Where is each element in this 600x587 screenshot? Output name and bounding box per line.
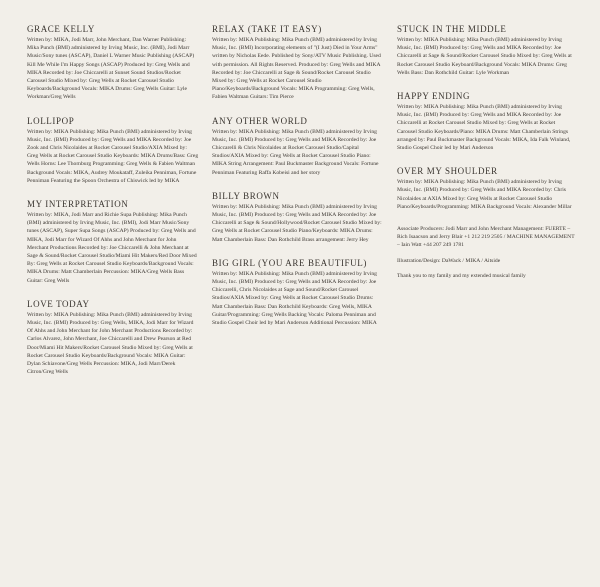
column-1 xyxy=(27,24,199,391)
song-credits-text: Written by: MIKA Publishing: Mika Punch (BMI) administered by Irving Music, Inc. (BMI) Produced by: Greg Wells and MIKA Recorded by: Joe Chiccarelli, Chris Nicolaides at Sage and Sound/Rocket Carousel Studios/AXIA Mixed by: Greg Wells at Rocket Carousel Studio Drums: Matt Chamberlain Bass: Dan Rothchild Keyboards: Greg Wells, MIKA Guitar/Programming: Greg Wells Backing Vocals: Paloma Penniman and Studio Gospel Choir led by Mari Anderson Additional Percussion: MIKA xyxy=(212,270,377,327)
song-credit xyxy=(212,24,384,102)
song-credits-text: Written by: MIKA Publishing: Mika Punch (BMI) administered by Irving Music, Inc. (BMI) Incorporating elements of "(I Just) Died in Your Arms" written by Nicholas Eede. Published by Sony/ATV Music Publishing. Used with permission. All Rights Reserved. Produced by: Greg Wells and MIKA Recorded by: Joe Chiccarelli at Sage & Sound/Rocket Carousel Studio Mixed by: Greg Wells at Rocket Carousel Studio Piano/Keyboards/Background Vocals: MIKA Programming: Greg Wells, Fabien Waltman Guitars: Tim Pierce xyxy=(212,37,381,101)
song-title: MY INTERPRETATION xyxy=(27,199,129,210)
column-3 xyxy=(397,24,575,287)
song-credit xyxy=(397,91,575,152)
song-credits-text: Written by: MIKA Publishing: Mika Punch (BMI) administered by Irving Music, Inc. (BMI) Produced by: Greg Wells and MIKA Recorded by: Joe Chiccarelli at Sage & Sound/Rocket Carousel Studio Mixed by: Greg Wells at Rocket Carousel Studio Keyboard/Background Vocals: MIKA Drums: Greg Wells Bass: Dan Rothchild Guitar: Lyle Workman xyxy=(397,37,572,76)
thank-you-note: Thank you to my family and my extended musical family xyxy=(397,272,526,279)
song-credit xyxy=(397,166,575,211)
song-title: BILLY BROWN xyxy=(212,190,280,201)
song-credits-text: Written by: MIKA Publishing: Mika Punch (BMI) administered by Irving Music, Inc. (BMI) Produced by: Greg Wells and MIKA Recorded by: Chris Nicolaides at AXIA Mixed by: Greg Wells at Rocket Carousel Studio Piano/Keyboards/Programming: MIKA Background Vocals: Alexander Millar xyxy=(397,179,572,210)
song-credit xyxy=(27,299,199,377)
song-credits-text: Written by: MIKA Publishing: Mika Punch (BMI) administered by Irving Music, Inc. (BMI) Produced by: Greg Wells, MIKA, Jodi Marr for Wizard Of Ahhs and John Merchant for John Merchant Productions Recorded by: Carlos Alvarez, John Merchant, Joe Chiccarelli and Drew Pearson at Red Door/Miami Hit Makers/Rocket Carousel Studio Mixed by: Greg Wells at Rocket Carousel Studio Keyboards/Background Vocals: MIKA Guitar: Dylan Schiavone/Greg Wells Percussion: MIKA, Jodi Marr/Derek Citron/Greg Wells xyxy=(27,311,194,376)
song-title: BIG GIRL (YOU ARE BEAUTIFUL) xyxy=(212,257,367,268)
song-credit xyxy=(212,258,384,327)
song-title: RELAX (TAKE IT EASY) xyxy=(212,24,322,34)
song-credits-text: Written by: MIKA, Jodi Marr, John Merchant, Dan Warner Publishing: Mika Punch (BMI) administered by Irving Music, Inc. (BMI), Jodi Marr Music/Sony tunes (ASCAP), Daniel L Warner Music Publishing (ASCAP) Kill Me While I'm Happy Songs (ASCAP) Produced by: Greg Wells and MIKA Recorded by: Joe Chiccarelli at Sunset Sound Studios/Rocket Carousel Studio Mixed by: Greg Wells at Rocket Carousel Studio Keyboards/Background Vocals: MIKA Drums: Greg Wells Guitar: Lyle Workman/Greg Wells xyxy=(27,37,195,101)
song-title: ANY OTHER WORLD xyxy=(212,115,308,126)
song-title: STUCK IN THE MIDDLE xyxy=(397,24,507,34)
song-credit xyxy=(27,199,199,285)
song-credits-text: Written by: MIKA Publishing: Mika Punch (BMI) administered by Irving Music, Inc. (BMI) Produced by: Greg Wells and MIKA Recorded by: Joe Chiccarelli at Rocket Carousel Studio Mixed by: Greg Wells at Rocket Carousel Studio Keyboards/Piano: MIKA Drums: Matt Chamberlain Strings arranged by: Paul Buckmaster Background Vocals: MIKA, Ida Falk Winland, Studio Gospel Choir led by Mari Anderson xyxy=(397,104,571,152)
song-credit xyxy=(27,24,199,102)
song-credits-text: Written by: MIKA Publishing: Mika Punch (BMI) administered by Irving Music, Inc. (BMI) Produced by: Greg Wells and MIKA Recorded by: Joe Chiccarelli & Chris Nicolaides at Rocket Carousel Studio/Capital Studios/AXIA Mixed by: Greg Wells at Rocket Carousel Studio Piano: MIKA String Arrangement: Paul Buckmaster Background Vocals: Fortune Penniman Featuring Raffa Kobeisi and her story xyxy=(212,128,379,176)
design-credits: Illustration/Design: DaWack / MIKA / Aitside xyxy=(397,257,501,264)
song-credits-text: Written by: MIKA Publishing: Mika Punch (BMI) administered by Irving Music, Inc. (BMI) Produced by: Greg Wells and MIKA Recorded by: Joe Chiccarelli at Sage & Sound/Hollywood/Rocket Carousel Studio Mixed by: Greg Wells at Rocket Carousel Studio Piano/Keyboards: MIKA Drums: Matt Chamberlain Bass: Dan Rothchild Brass arrangement: Jerry Hey xyxy=(212,203,382,243)
song-title: LOLLIPOP xyxy=(27,115,75,126)
song-credit xyxy=(27,116,199,185)
management-credits: Associate Producers: Jodi Marr and John Merchant Management: FUERTE – Rich Isaacson and Jerry Blair +1 212 219 2505 / MACHINE MANAGEMENT – Iain Watt +44 207 249 1781 xyxy=(397,226,575,249)
song-credits-text: Written by: MIKA, Jodi Marr and Richie Supa Publishing: Mika Punch (BMI) administered by Irving Music, Inc. (BMI), Jodi Marr Music/Sony tunes (ASCAP), Super Supa Songs (ASCAP) Produced by: Greg Wells and MIKA, Jodi Marr for Wizard Of Ahhs and John Merchant for John Merchant Productions Recorded by: Joe Chiccarelli & John Merchant at Sage & Sound/Rocket Carousel Studio/Miami Hit Makers/Red Door Mixed By: Greg Wells at Rocket Carousel Studio Keyboards/Background Vocals: MIKA Drums: Matt Chamberlain Percussion: MIKA/Greg Wells Bass Guitar: Greg Wells xyxy=(27,212,197,284)
general-credits xyxy=(397,225,575,280)
song-title: HAPPY ENDING xyxy=(397,91,471,102)
song-credit xyxy=(397,24,575,77)
song-title: LOVE TODAY xyxy=(27,298,90,309)
song-title: OVER MY SHOULDER xyxy=(397,166,498,177)
column-2 xyxy=(212,24,384,341)
song-credit xyxy=(212,191,384,244)
song-title: GRACE KELLY xyxy=(27,24,95,34)
song-credits-text: Written by: MIKA Publishing: Mika Punch (BMI) administered by Irving Music, Inc. (BMI) Produced by: Greg Wells and MIKA Recorded by: Joe Zook and Chris Nicolaides at Rocket Carousel Studio/AXIA Mixed by: Greg Wells at Rocket Carousel Studio Keyboards: MIKA Drums/Bass: Greg Wells Horns: Lee Thornburg Programming: Greg Wells & Fabien Waltman Background Vocals: MIKA, Audrey Moukataff, Zuleika Penniman, Fortune Penniman Featuring the Spoon Orchestra of Chiswick led by MIKA xyxy=(27,128,199,184)
song-credit xyxy=(212,116,384,177)
